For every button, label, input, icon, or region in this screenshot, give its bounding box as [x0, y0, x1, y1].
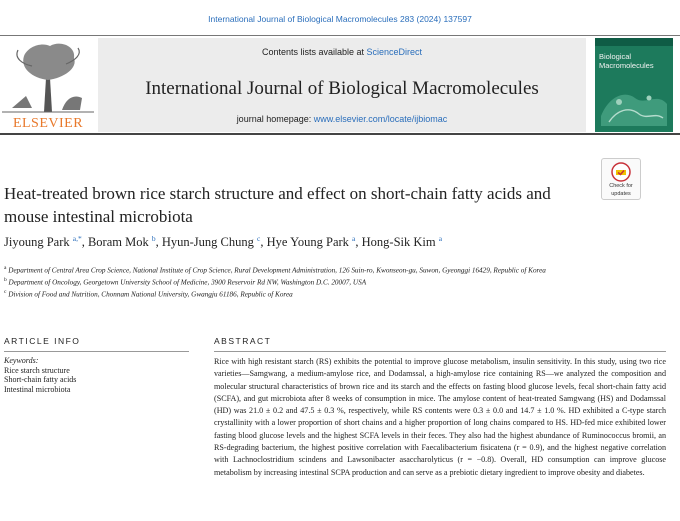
check-for-updates-label-2: updates — [611, 190, 631, 197]
homepage-line — [98, 114, 586, 124]
cover-title-line2: Macromolecules — [599, 61, 654, 70]
affiliation-item — [4, 276, 664, 288]
affiliation-item — [4, 264, 664, 276]
journal-title: International Journal of Biological Macromolecules — [145, 78, 539, 99]
sciencedirect-link[interactable]: ScienceDirect — [366, 47, 423, 57]
journal-homepage-link[interactable]: www.elsevier.com/locate/ijbiomac — [313, 114, 448, 124]
affiliation-item — [4, 288, 664, 300]
affiliations — [4, 264, 664, 300]
article-title: Heat-treated brown rice starch structure and effect on short-chain fatty acids and mouse intestinal microbiota — [4, 184, 551, 226]
abstract-heading: ABSTRACT — [214, 336, 272, 346]
cover-title — [599, 52, 671, 70]
author-name[interactable]: Hye Young Park — [266, 235, 349, 250]
journal-cover-icon[interactable] — [595, 38, 673, 132]
article-info-divider — [4, 351, 189, 352]
journal-citation-link[interactable]: International Journal of Biological Macromolecules 283 (2024) 137597 — [208, 14, 472, 24]
author-affiliation-mark[interactable]: a — [352, 234, 356, 243]
keywords-heading: Keywords: — [4, 356, 39, 365]
author-name[interactable]: Hong-Sik Kim — [361, 235, 436, 250]
check-for-updates-label-1: Check for — [609, 183, 633, 189]
check-for-updates-icon — [611, 162, 631, 182]
affiliation-text: Division of Food and Nutrition, Chonnam National University, Gwangju 61186, Republic of Korea — [8, 290, 293, 299]
elsevier-tree-logo-icon — [2, 38, 94, 114]
keyword-item: Rice starch structure — [4, 365, 70, 375]
keyword-item: Intestinal microbiota — [4, 384, 71, 394]
author-affiliation-mark[interactable]: a,* — [72, 234, 82, 243]
affiliation-text: Department of Oncology, Georgetown University School of Medicine, 3900 Reservoir Rd NW, Washington D.C. 20007, USA — [8, 278, 367, 287]
homepage-prefix: journal homepage: — [236, 114, 314, 124]
contents-prefix: Contents lists available at — [261, 47, 367, 57]
abstract-divider — [214, 351, 666, 352]
keywords-block — [4, 356, 189, 394]
abstract-text: Rice with high resistant starch (RS) exhibits the potential to improve glucose metabolism, insulin sensitivity. In this study, using two rice varieties—Samgwang, a medium-amylose rice, and Dodamssal, a high-amylose rice containing RS—we analyzed the composition and molecular structural characteristics of brown rice and its starch and the effects on fasting blood glucose levels, fecal short-chain fatty acid (SCFA), and gut microbiota after 8 weeks of consumption in mice. The amylose content of heat-treated Samgwang (HS) and Dodamssal (HD) was 21.0 ± 0.2 and 47.5 ± 0.3 %, respectively, while RS contents were 0.3 ± 0.0 and 14.7 ± 1.0 %. HD exhibited a C-type starch crystallinity with a lower proportion of short chains and a higher proportion of long chains compared to HS. HD-fed mice exhibited lower fasting blood glucose levels and the highest SCFA levels in their feces. They also had the highest abundance of Ruminococcus bromii, an RS-degrading bacterium, the highest positive correlation with Faecalibacterium fisicatena (r = 0.9), and the highest negative correlation with Lachnoclostridium scindens and Lawsonibacter asaccharolyticus (r = −0.8). Overall, HD consumption can improve glucose metabolism by increasing intestinal SCPA production and can serve as a prebiotic dietary ingredient to improve obesity and diabetes. — [214, 357, 666, 477]
journal-header-panel — [98, 38, 586, 132]
affiliation-mark: c — [4, 288, 7, 295]
affiliation-mark: a — [4, 265, 7, 271]
affiliation-text: Department of Central Area Crop Science, National Institute of Crop Science, Rural Development Administration, 126 Suin-ro, Kwonseon-gu, Suwon, Gyeonggi 16429, Republic of Korea — [8, 266, 546, 275]
masthead — [0, 35, 680, 135]
publisher-logo-text: ELSEVIER — [12, 116, 84, 131]
affiliation-mark: b — [4, 276, 7, 283]
author-name[interactable]: Boram Mok — [87, 235, 149, 250]
author-affiliation-mark[interactable]: b — [151, 234, 156, 243]
author-affiliation-mark[interactable]: c — [257, 234, 261, 243]
author-affiliation-mark[interactable]: a — [438, 234, 443, 243]
author-list: Jiyoung Park $^{a,*}$, Boram Mok $^b$, Hyun-Jung Chung $^c$, Hye Young Park $^a$, Hong-Sik Kim $^a$ — [4, 234, 443, 250]
author-name[interactable]: Jiyoung Park — [4, 235, 70, 250]
cover-artwork — [595, 76, 673, 132]
author-name[interactable]: Hyun-Jung Chung — [161, 235, 254, 250]
cover-top-band — [595, 38, 673, 46]
publisher-logo[interactable] — [2, 38, 94, 132]
check-for-updates-button[interactable] — [601, 158, 641, 200]
cover-title-line1: Biological — [599, 52, 632, 61]
keyword-item: Short-chain fatty acids — [4, 375, 77, 384]
contents-line — [98, 47, 586, 57]
article-info-heading: ARTICLE INFO — [4, 336, 81, 346]
